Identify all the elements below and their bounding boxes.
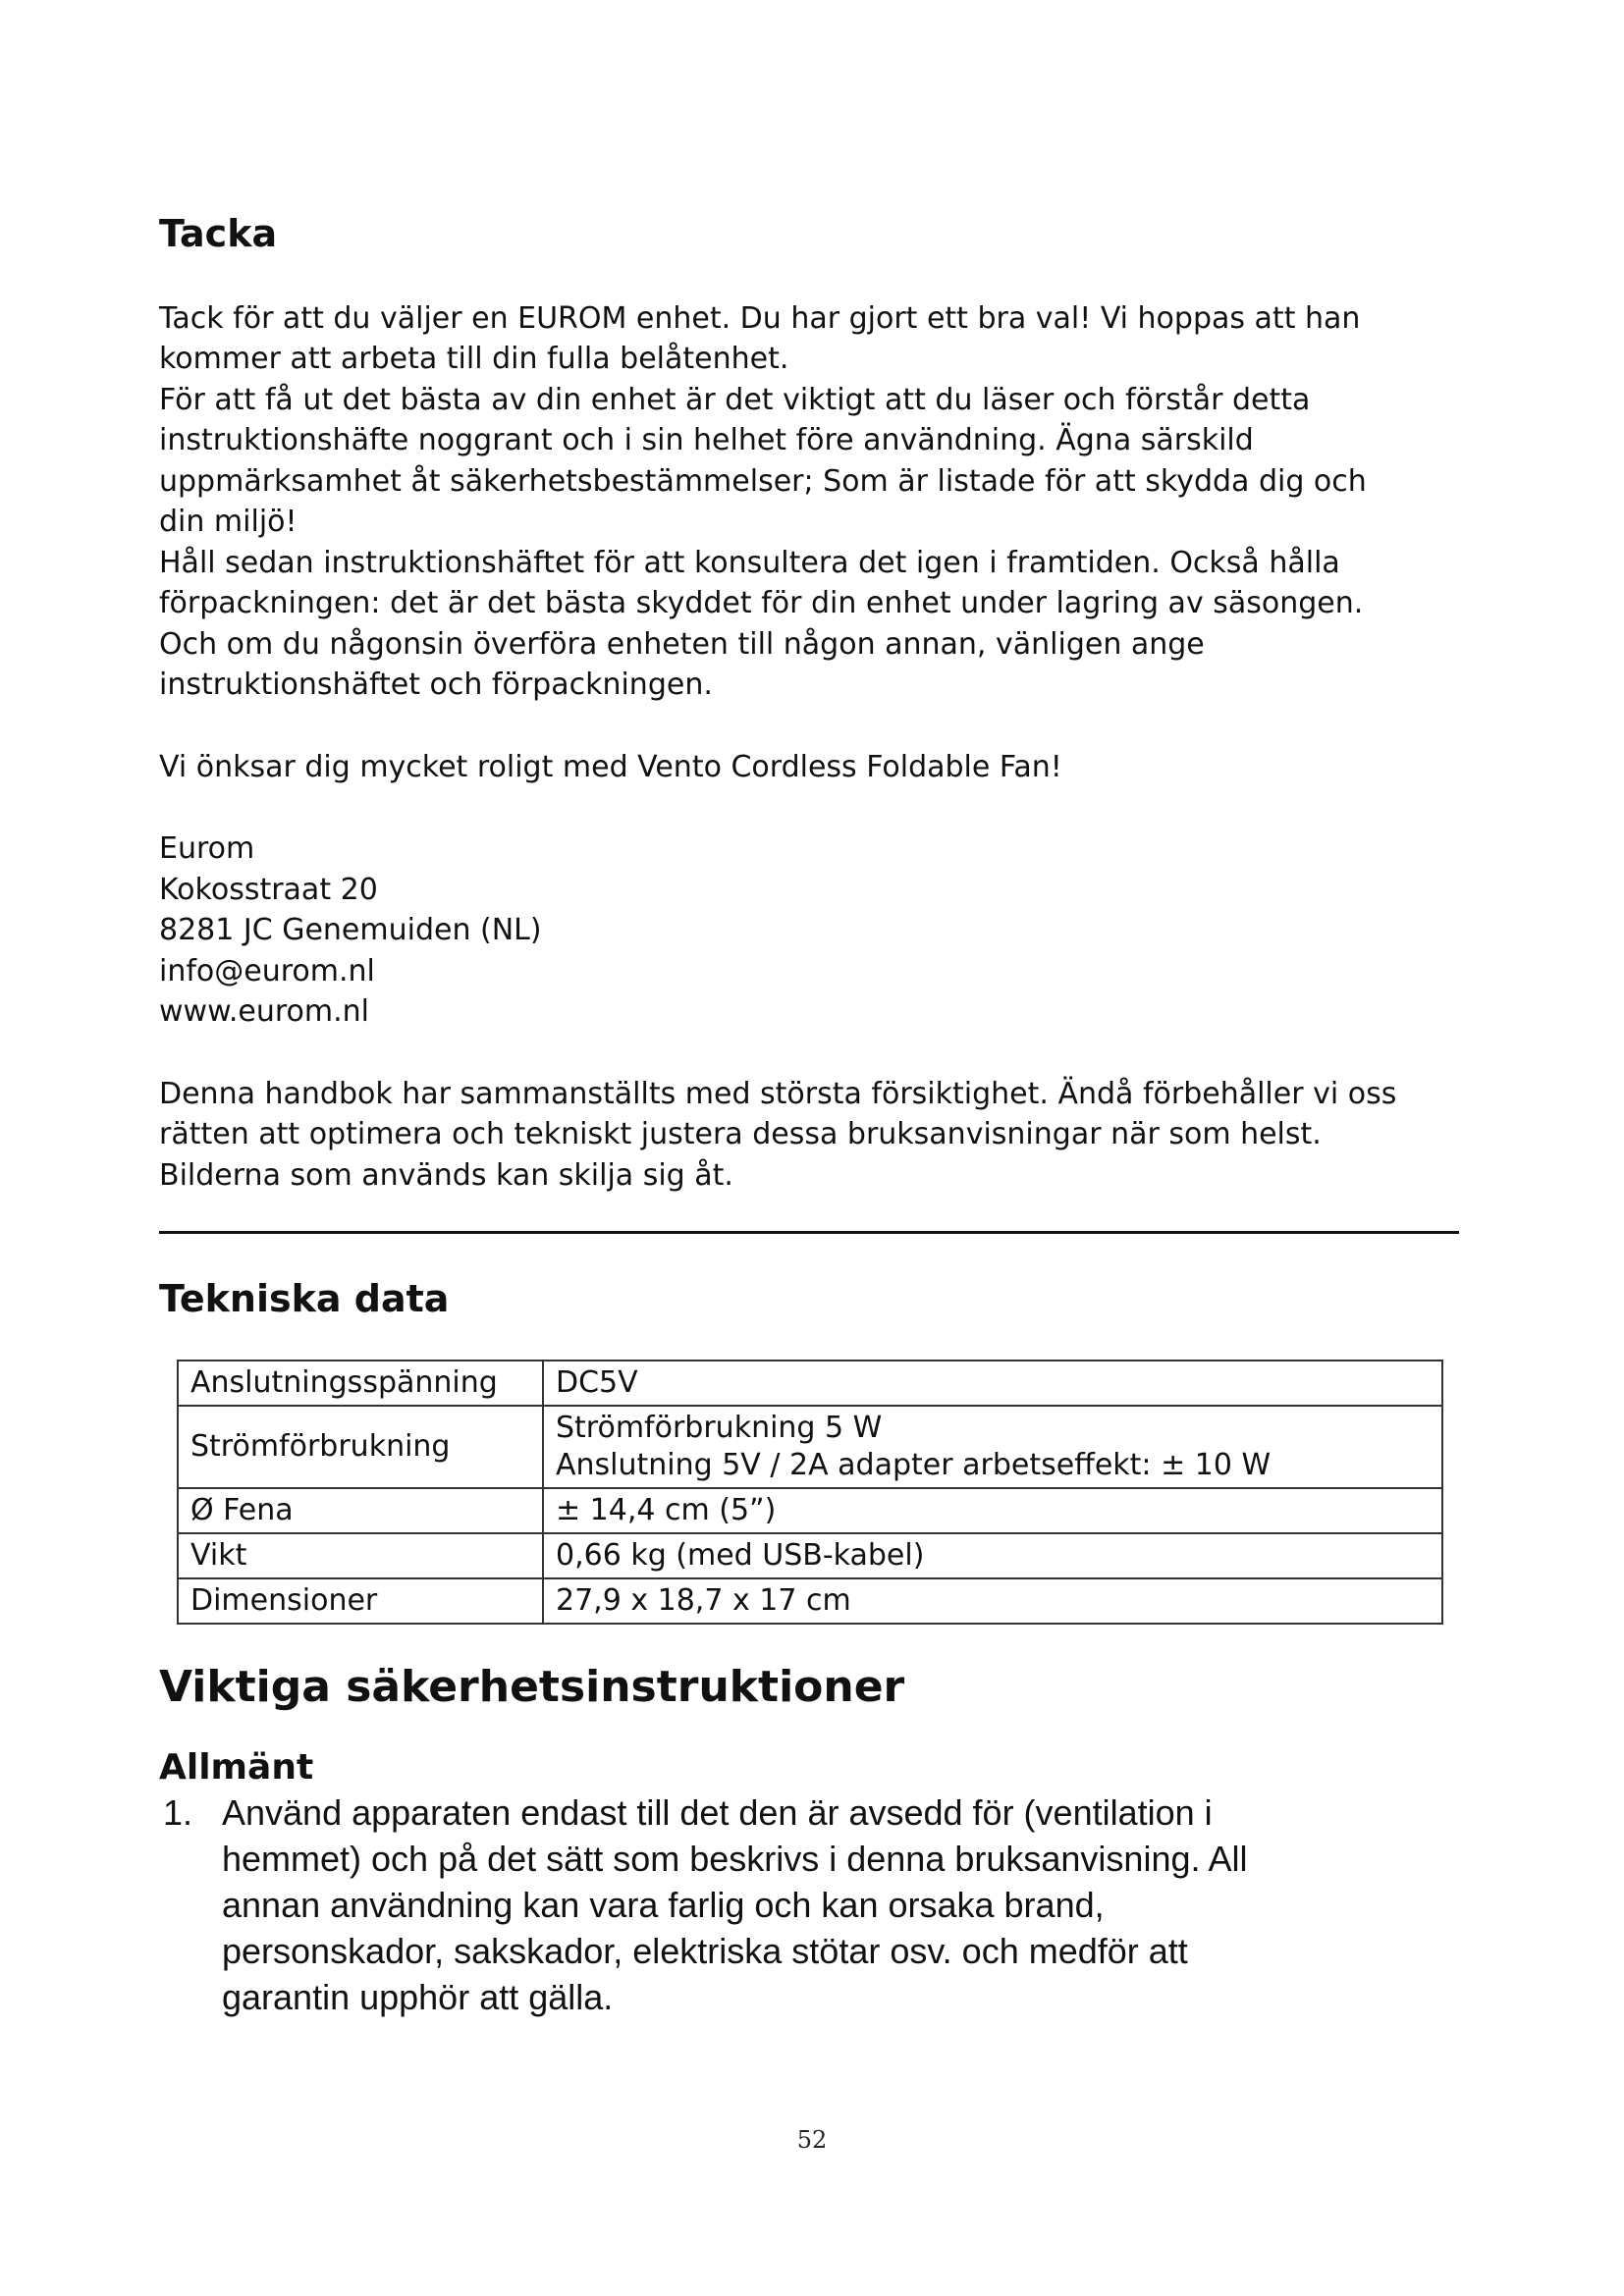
city-address: 8281 JC Genemuiden (NL) xyxy=(159,913,542,948)
table-row xyxy=(178,1406,1442,1488)
website-link[interactable]: www.eurom.nl xyxy=(159,994,369,1030)
spec-value xyxy=(543,1406,1442,1488)
spec-label: Dimensioner xyxy=(178,1578,543,1624)
table-row xyxy=(178,1533,1442,1578)
table-row xyxy=(178,1361,1442,1406)
page-content xyxy=(159,212,1573,2020)
text-line: Tack för att du väljer en EUROM enhet. Du har gjort ett bra val! Vi hoppas att han xyxy=(159,300,1361,336)
spec-label: Anslutningsspänning xyxy=(178,1361,543,1406)
table-row xyxy=(178,1488,1442,1533)
street-address: Kokosstraat 20 xyxy=(159,872,378,907)
text-line: Håll sedan instruktionshäftet för att konsultera det igen i framtiden. Också hålla xyxy=(159,545,1340,580)
tech-heading: Tekniska data xyxy=(159,1277,450,1321)
email-link[interactable]: info@eurom.nl xyxy=(159,953,375,988)
text-line: Och om du någonsin överföra enheten till någon annan, vänligen ange xyxy=(159,626,1205,662)
company-address xyxy=(159,828,1573,1033)
disclaimer xyxy=(159,1074,1573,1197)
page-number: 52 xyxy=(796,2126,828,2154)
safety-subheading: Allmänt xyxy=(159,1747,314,1789)
text-line: Denna handbok har sammanställts med största försiktighet. Ändå förbehåller vi oss xyxy=(159,1076,1397,1111)
thanks-heading: Tacka xyxy=(159,212,278,255)
table-row xyxy=(178,1578,1442,1624)
spec-value-line: Strömförbrukning 5 W xyxy=(556,1410,883,1445)
text-line: instruktionshäfte noggrant och i sin helhet före användning. Ägna särskild xyxy=(159,423,1254,458)
list-item-line: Använd apparaten endast till det den är avsedd för (ventilation i xyxy=(222,1791,1213,1833)
spec-value: DC5V xyxy=(543,1361,1442,1406)
text-line: rätten att optimera och tekniskt justera dessa bruksanvisningar när som helst. xyxy=(159,1117,1322,1152)
text-line: instruktionshäftet och förpackningen. xyxy=(159,667,713,703)
spec-value-line: Anslutning 5V / 2A adapter arbetseffekt: ± 10 W xyxy=(556,1447,1272,1482)
spec-value: ± 14,4 cm (5”) xyxy=(543,1488,1442,1533)
spec-label: Ø Fena xyxy=(178,1488,543,1533)
spec-label: Strömförbrukning xyxy=(178,1406,543,1488)
text-line: förpackningen: det är det bästa skyddet för din enhet under lagring av säsongen. xyxy=(159,586,1364,621)
company-name: Eurom xyxy=(159,831,255,867)
list-item-number: 1. xyxy=(163,1791,193,1833)
text-line: din miljö! xyxy=(159,505,298,540)
text-line: Bilderna som används kan skilja sig åt. xyxy=(159,1157,733,1193)
spec-label: Vikt xyxy=(178,1533,543,1578)
list-item-line: garantin upphör att gälla. xyxy=(222,1976,614,2017)
list-item-line: personskador, sakskador, elektriska stötar osv. och medför att xyxy=(222,1930,1188,1971)
tech-spec-table xyxy=(177,1360,1443,1625)
spec-value: 27,9 x 18,7 x 17 cm xyxy=(543,1578,1442,1624)
thanks-paragraph xyxy=(159,298,1573,706)
safety-heading: Viktiga säkerhetsinstruktioner xyxy=(159,1661,905,1712)
list-item-line: annan användning kan vara farlig och kan orsaka brand, xyxy=(222,1884,1105,1925)
safety-list xyxy=(159,1789,1573,2020)
text-line: uppmärksamhet åt säkerhetsbestämmelser; Som är listade för att skydda dig och xyxy=(159,463,1367,499)
text-line: För att få ut det bästa av din enhet är det viktigt att du läser och förstår detta xyxy=(159,382,1311,417)
list-item xyxy=(159,1789,1573,2020)
text-line: kommer att arbeta till din fulla belåtenhet. xyxy=(159,342,789,377)
wish-line: Vi önksar dig mycket roligt med Vento Cordless Foldable Fan! xyxy=(159,749,1062,784)
spec-value: 0,66 kg (med USB-kabel) xyxy=(543,1533,1442,1578)
list-item-line: hemmet) och på det sätt som beskrivs i denna bruksanvisning. All xyxy=(222,1838,1248,1879)
